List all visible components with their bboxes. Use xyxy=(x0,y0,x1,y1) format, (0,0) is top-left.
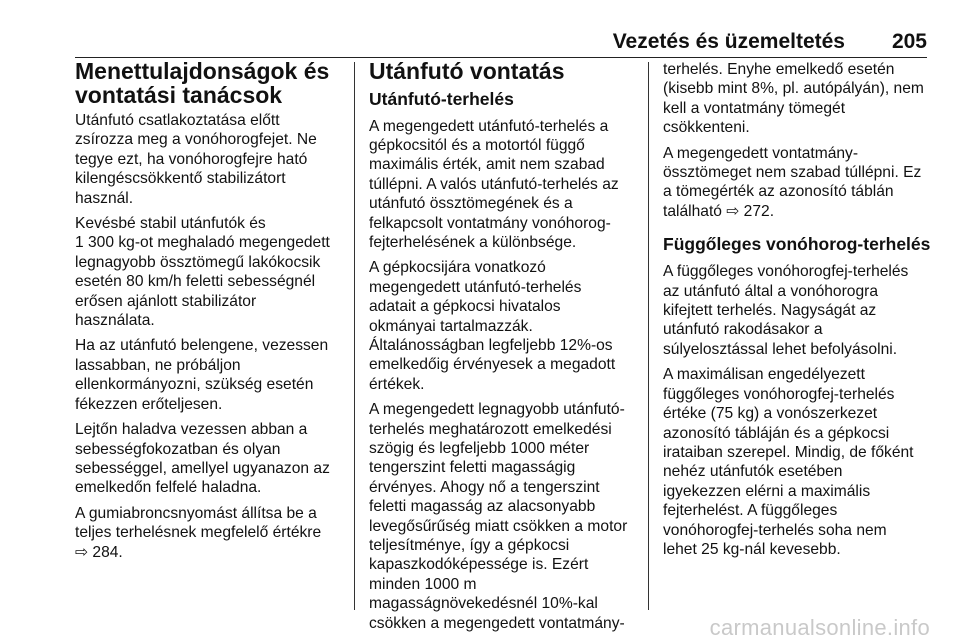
paragraph: A megengedett utánfutó-terhelés a gépkocsitól és a motortól függő maximális érték, amit nem szabad túllépni. A valós utánfutó-terhelés az utánfutó össztömegének és a felkapcsolt vontatmány vonóhorog- fejterhelésének a különbsége. xyxy=(369,117,619,251)
paragraph: A gumiabroncsnyomást állítsa be a teljes terhelésnek megfelelő értékre ⇨ 284. xyxy=(75,504,345,562)
paragraph: Lejtőn haladva vezessen abban a sebességfokozatban és olyan sebességgel, amellyel ugyanazon az emelkedőn felfelé haladna. xyxy=(75,421,330,497)
column-3 xyxy=(663,60,931,565)
paragraph: A gépkocsijára vonatkozó megengedett utánfutó-terhelés adatait a gépkocsi hivatalos okmányai tartalmazzák. Általánosságban legfeljebb 12%-os emelkedőig érvényesek a megadott értékek. xyxy=(369,259,616,393)
paragraph: A megengedett legnagyobb utánfutó- terhelés meghatározott emelkedési szögig és legfeljebb 1000 méter tengerszint feletti magasságig érvényes. Ahogy nő a tengerszint feletti magasság az alacsonyabb levegősűrűség miatt csökken a motor teljesítménye, így a gépkocsi kapaszkodóképessége is. Ezért minden 1000 m magasságnövekedésnél 10%-kal csökken a megengedett vontatmány- xyxy=(369,401,628,632)
page-reference-link[interactable]: ⇨ 284. xyxy=(75,543,123,561)
paragraph: Ha az utánfutó belengene, vezessen lassabban, ne próbáljon ellenkormányozni, szükség esetén fékezzen erőteljesen. xyxy=(75,337,329,413)
column-1 xyxy=(75,60,345,568)
page-number: 205 xyxy=(891,30,927,53)
subheading-vertical-hitch-load: Függőleges vonóhorog-terhelés xyxy=(663,234,931,255)
paragraph: A megengedett vontatmány- össztömeget nem szabad túllépni. Ez a tömegérték az azonosító táblán található ⇨ 272. xyxy=(663,144,931,222)
paragraph: Kevésbé stabil utánfutók és 1 300 kg-ot meghaladó megengedett legnagyobb össztömegű lakókocsik esetén 80 km/h feletti sebességnél erősen ajánlott stabilizátor használata. xyxy=(75,215,330,330)
section-heading-trailer-towing: Utánfutó vontatás xyxy=(369,58,565,84)
subheading-trailer-load: Utánfutó-terhelés xyxy=(369,88,514,109)
page-reference-link[interactable]: található ⇨ 272. xyxy=(663,202,775,220)
chapter-title: Vezetés és üzemeltetés xyxy=(612,30,845,53)
column-divider-right xyxy=(648,62,649,610)
page-header xyxy=(75,30,927,55)
paragraph: Utánfutó csatlakoztatása előtt zsírozza meg a vonóhorogfejet. Ne tegye ezt, ha vonóhorogfejre ható kilengéscsökkentő stabilizátort használ. xyxy=(75,112,317,207)
column-divider-left xyxy=(354,62,355,610)
paragraph: A függőleges vonóhorogfej-terhelés az utánfutó által a vonóhorogra kifejtett terhelés. Nagyságát az utánfutó rakodásakor a súlyelosztással lehet befolyásolni. xyxy=(663,263,909,358)
watermark: carmanualsonline.info xyxy=(709,615,930,640)
section-heading-driving-tips: Menettulajdonságok és vontatási tanácsok xyxy=(75,58,330,108)
column-2 xyxy=(369,60,637,639)
paragraph: A maximálisan engedélyezett függőleges vonóhorogfej-terhelés értéke (75 kg) a vonószerkezet azonosító tábláján és a gépkocsi irataiban szerepel. Mindig, de főként nehéz utánfutók esetében igyekezzen elérni a maximális fejterhelést. A függőleges vonóhorogfej-terhelés soha nem lehet 25 kg-nál kevesebb. xyxy=(663,366,914,558)
paragraph: terhelés. Enyhe emelkedő esetén (kisebb mint 8%, pl. autópályán), nem kell a vontatmány tömegét csökkenteni. xyxy=(663,61,924,137)
